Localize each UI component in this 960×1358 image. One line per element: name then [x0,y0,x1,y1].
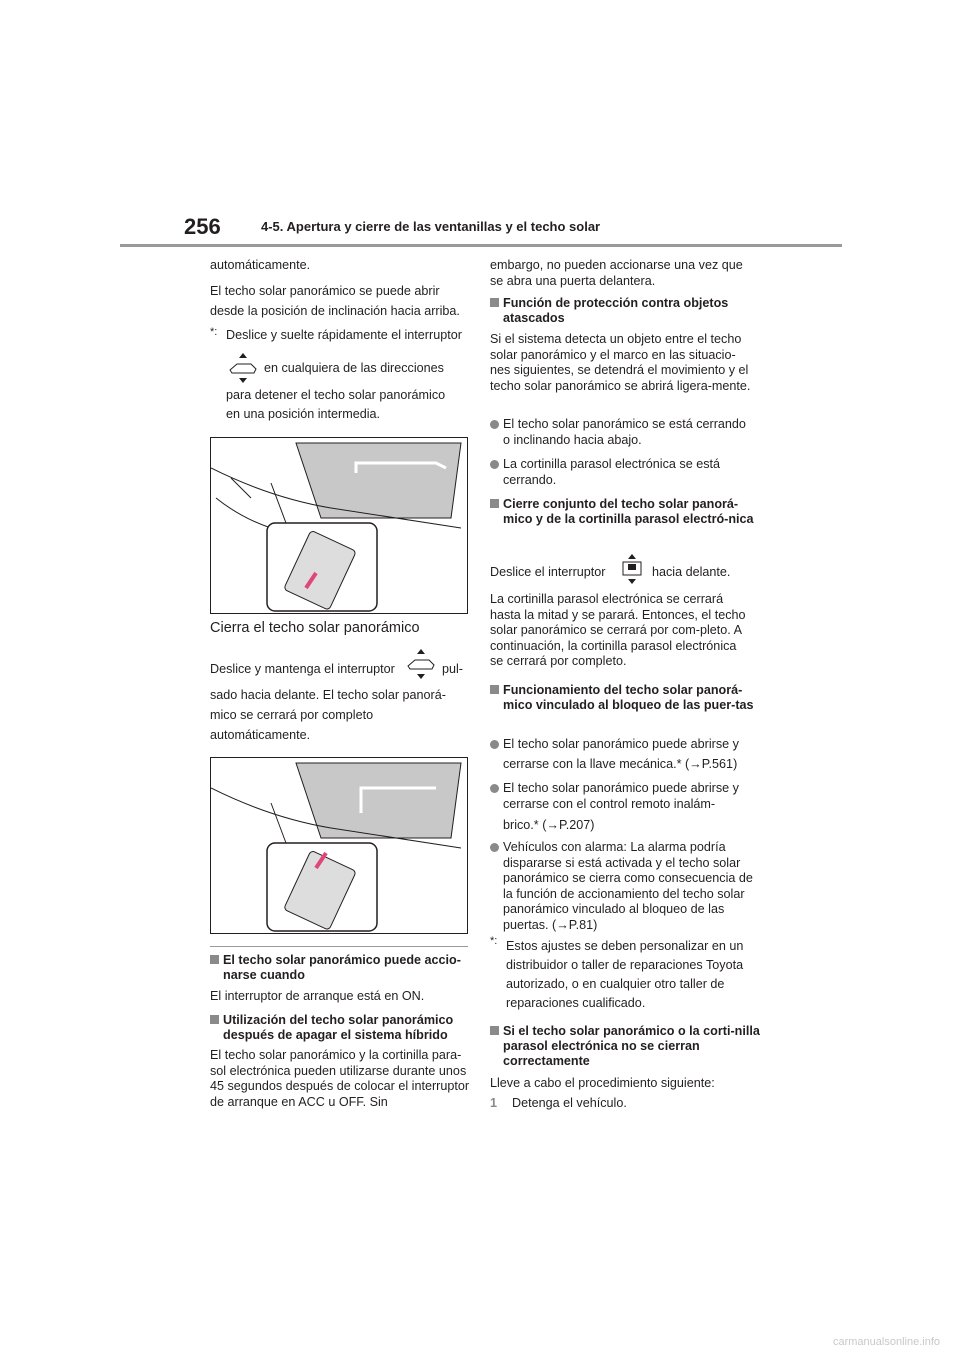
text: en una posición intermedia. [226,407,381,421]
illustration-open-roof [210,437,468,614]
note-mark: *: [210,326,218,338]
heading: Si el techo solar panorámico o la corti-nilla parasol electrónica no se cierran correctamente [490,1024,765,1069]
text: Estos ajustes se deben personalizar en un [506,939,744,953]
text: brico.* (→P.207) [503,818,595,832]
text: autorizado, o en cualquier otro taller de [506,977,725,991]
watermark: carmanualsonline.info [832,1336,940,1348]
text: cerrarse con la llave mecánica.* (→P.561) [503,757,738,771]
text: Lleve a cabo el procedimiento siguiente: [490,1076,715,1090]
text: embargo, no pueden accionarse una vez que se abra una puerta delantera. [490,258,743,288]
page-number: 256 [184,214,221,239]
text: El techo solar panorámico se puede abrir [210,284,440,298]
text: El interruptor de arranque está en ON. [210,989,425,1003]
text: distribuidor o taller de reparaciones Toyota [506,958,744,972]
bullet: El techo solar panorámico puede abrirse y [490,737,765,753]
heading: Utilización del techo solar panorámico después de apagar el sistema híbrido [210,1013,481,1043]
divider [210,946,468,947]
note-mark: *: [490,935,498,947]
text: reparaciones cualificado. [506,996,646,1010]
heading: Funcionamiento del techo solar panorá-mico vinculado al bloqueo de las puer-tas [490,683,765,713]
text: La cortinilla parasol electrónica se cerrará hasta la mitad y se parará. Entonces, el techo solar panorámico se cerrará por com-pleto. A continuación, la cortinilla parasol electrónica se cerrará por completo. [490,592,746,669]
step-number: 1 [490,1096,498,1110]
text: Deslice el interruptor [490,565,606,579]
heading: El techo solar panorámico puede accio-narse cuando [210,953,481,983]
bullet: La cortinilla parasol electrónica se está cerrando. [490,457,753,488]
text: hacia delante. [652,565,731,579]
step-text: Detenga el vehículo. [512,1096,627,1110]
text: Si el sistema detecta un objeto entre el techo solar panorámico y el marco en las situacio-nes siguientes, se detendrá el movimiento y el techo solar panorámico se abrirá ligera-mente. [490,332,751,393]
text: mico se cerrará por completo [210,708,374,722]
roof-switch-icon [226,352,260,384]
figure-caption: Cierra el techo solar panorámico [210,620,420,636]
heading: Cierre conjunto del techo solar panorá-mico y de la cortinilla parasol electró-nica [490,497,761,527]
text: sado hacia delante. El techo solar panorá- [210,688,446,702]
text: desde la posición de inclinación hacia arriba. [210,304,460,318]
text: automáticamente. [210,258,311,272]
bullet: El techo solar panorámico se está cerrando o inclinando hacia abajo. [490,417,753,448]
section-title: 4-5. Apertura y cierre de las ventanillas y el techo solar [261,219,601,234]
text: automáticamente. [210,728,311,742]
header-rule [120,244,842,247]
text: Deslice y suelte rápidamente el interruptor [226,328,462,342]
heading: Función de protección contra objetos atascados [490,296,761,326]
roof-switch-icon [404,648,438,680]
text: en cualquiera de las direcciones [264,361,444,375]
illustration-close-roof [210,757,468,934]
text: El techo solar panorámico y la cortinilla para-sol electrónica pueden utilizarse durante unos 45 segundos después de colocar el interruptor de arranque en ACC u OFF. Sin [210,1048,470,1109]
text: Deslice y mantenga el interruptor [210,662,395,676]
text: pul- [442,662,463,676]
sunshade-switch-icon [620,553,644,585]
bullet: Vehículos con alarma: La alarma podría dispararse si está activada y el techo solar panorámico se cierra como consecuencia de la función de accionamiento del techo solar panorámico vinculado al bloqueo de las puertas. (→P.81) [490,840,761,934]
bullet: El techo solar panorámico puede abrirse y cerrarse con el control remoto inalám- [490,781,753,812]
text: para detener el techo solar panorámico [226,388,446,402]
